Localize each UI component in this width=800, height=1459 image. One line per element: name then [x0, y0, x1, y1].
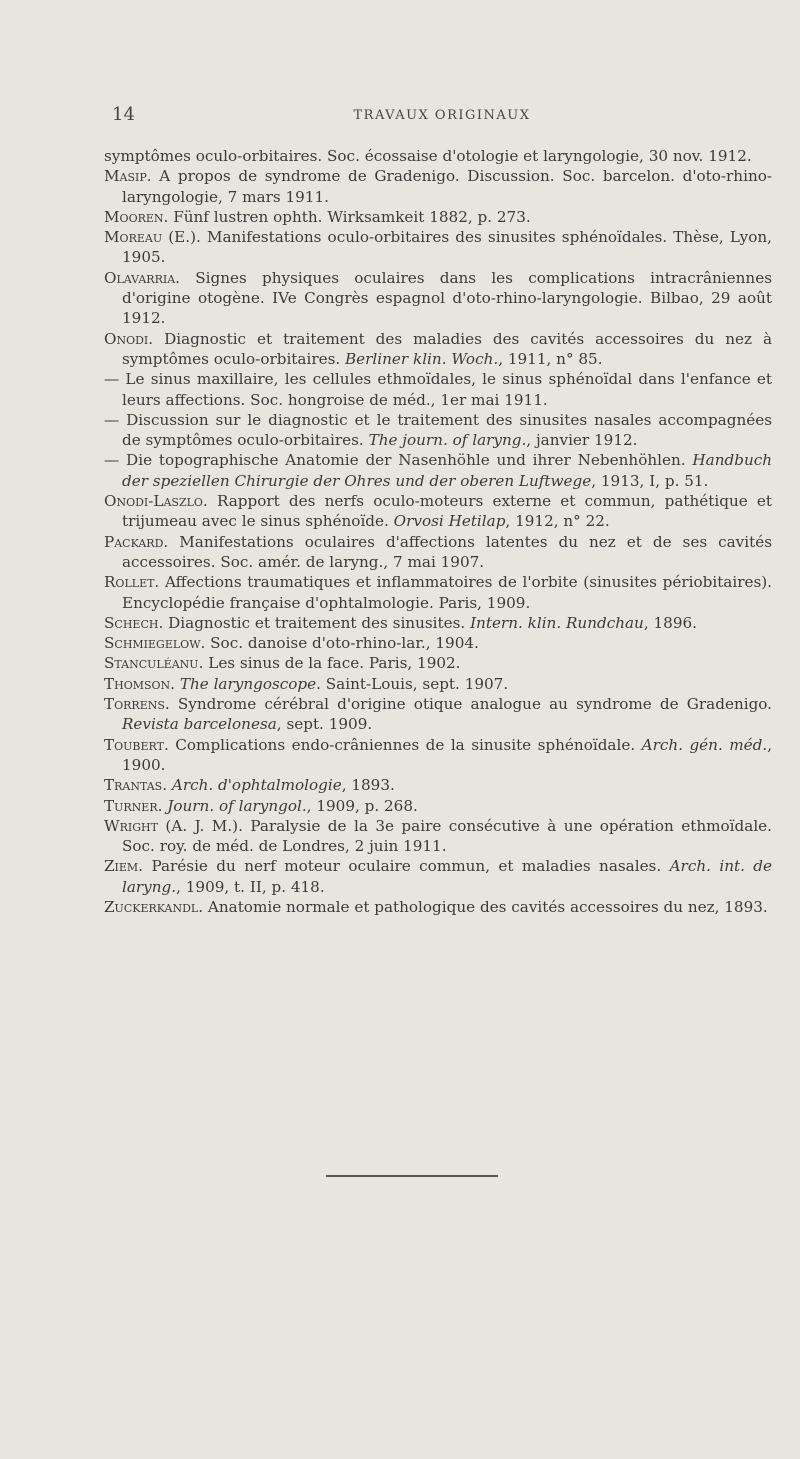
- page-number: 14: [112, 104, 135, 125]
- reference-citation: , 1913, I, p. 51.: [591, 471, 709, 490]
- reference-entry: [104, 674, 772, 694]
- reference-text: symptômes oculo-orbitaires. Soc. écossaise d'otologie et laryngologie, 30 nov. 1912.: [104, 147, 752, 165]
- reference-journal: Arch. gén. méd.: [641, 735, 768, 754]
- reference-journal: Orvosi Hetilap: [393, 512, 506, 531]
- reference-author: Wright: [104, 816, 158, 835]
- reference-text: Diagnostic et traitement des sinusites.: [168, 613, 466, 632]
- running-title: TRAVAUX ORIGINAUX: [353, 108, 531, 123]
- reference-text: Syndrome cérébral d'origine otique analogue au syndrome de Gradenigo.: [177, 695, 773, 714]
- reference-citation: , 1909, p. 268.: [306, 796, 418, 815]
- reference-citation: . Saint-Louis, sept. 1907.: [316, 674, 509, 693]
- reference-text: Les sinus de la face. Paris, 1902.: [208, 654, 461, 673]
- reference-citation: , 1909, t. II, p. 418.: [176, 877, 325, 896]
- reference-text: Rapport des nerfs oculo-moteurs externe et commun, pathétique et trijumeau avec le sinus sphénoïde.: [122, 492, 772, 531]
- reference-entry: [104, 856, 772, 897]
- reference-text: A propos de syndrome de Gradenigo. Discussion. Soc. barcelon. d'oto-rhino-laryngologie, 7 mars 1911.: [122, 167, 773, 206]
- reference-author: Mooren.: [104, 207, 169, 226]
- reference-entry: [104, 572, 772, 613]
- reference-author: Moreau: [104, 228, 163, 247]
- reference-citation: , 1893.: [341, 776, 395, 795]
- reference-entry: [104, 491, 772, 532]
- reference-entry: [104, 816, 772, 857]
- reference-author: Torrens.: [104, 695, 170, 714]
- reference-author: Thomson.: [104, 674, 176, 693]
- reference-text: Die topographische Anatomie der Nasenhöhle und ihrer Nebenhöhlen.: [126, 451, 686, 470]
- reference-text: Parésie du nerf moteur oculaire commun, et maladies nasales.: [151, 857, 662, 876]
- bibliography-list: [104, 146, 772, 917]
- reference-citation: , 1896.: [643, 613, 697, 632]
- reference-entry: [104, 653, 772, 673]
- reference-entry: [104, 694, 772, 735]
- reference-author: Toubert.: [104, 735, 169, 754]
- reference-citation: , 1912, n° 22.: [505, 512, 610, 531]
- reference-journal: Arch. int. de laryng.: [122, 857, 773, 896]
- reference-citation: , janvier 1912.: [526, 431, 638, 450]
- reference-citation: , 1911, n° 85.: [498, 349, 603, 368]
- reference-entry: [104, 268, 772, 329]
- reference-entry: [104, 166, 772, 207]
- reference-author: Onodi-Laszlo.: [104, 492, 208, 511]
- reference-text: Discussion sur le diagnostic et le traitement des sinusites nasales accompagnées de symptômes oculo-orbitaires.: [122, 410, 772, 450]
- reference-entry: [104, 897, 772, 917]
- reference-entry: [104, 532, 772, 573]
- reference-entry: [104, 369, 772, 410]
- reference-entry: [104, 227, 772, 268]
- reference-text: (E.). Manifestations oculo-orbitaires des sinusites sphénoïdales. Thèse, Lyon, 1905.: [122, 228, 772, 267]
- reference-entry: [104, 735, 772, 776]
- reference-citation: , 1900.: [122, 735, 773, 774]
- reference-author: Masip.: [104, 167, 152, 186]
- reference-entry: [104, 329, 772, 370]
- reference-author: Schmiegelow.: [104, 634, 206, 653]
- reference-author: —: [104, 410, 120, 429]
- end-rule: [326, 1175, 498, 1177]
- reference-text: Complications endo-crâniennes de la sinusite sphénoïdale.: [175, 735, 636, 754]
- reference-journal: Journ. of laryngol.: [167, 796, 307, 815]
- reference-author: Turner.: [104, 796, 163, 815]
- reference-author: Olavarria.: [104, 268, 180, 287]
- reference-journal: The journ. of laryng.: [368, 431, 527, 450]
- reference-journal: Handbuch der speziellen Chirurgie der Ohres und der oberen Luftwege: [122, 451, 773, 490]
- reference-entry: [104, 146, 772, 166]
- running-head: [112, 104, 772, 128]
- reference-author: Zuckerkandl.: [104, 897, 204, 916]
- reference-text: Signes physiques oculaires dans les complications intracrâniennes d'origine otogène. IVe Congrès espagnol d'oto-rhino-laryngologie. Bilbao, 29 août 1912.: [122, 268, 772, 328]
- reference-author: Ziem.: [104, 857, 144, 876]
- reference-text: Le sinus maxillaire, les cellules ethmoïdales, le sinus sphénoïdal dans l'enfance et leurs affections. Soc. hongroise de méd., 1er mai 1911.: [122, 370, 772, 409]
- reference-journal: Arch. d'ophtalmologie: [171, 776, 342, 795]
- reference-author: —: [104, 451, 120, 470]
- reference-entry: [104, 613, 772, 633]
- reference-text: Manifestations oculaires d'affections latentes du nez et de ses cavités accessoires. Soc. amér. de laryng., 7 mai 1907.: [122, 532, 773, 571]
- reference-entry: [104, 410, 772, 451]
- reference-journal: Intern. klin. Rundchau: [470, 613, 644, 632]
- reference-journal: Revista barcelonesa: [122, 715, 277, 734]
- reference-text: Anatomie normale et pathologique des cavités accessoires du nez, 1893.: [207, 897, 768, 916]
- reference-author: —: [104, 370, 120, 389]
- reference-journal: Berliner klin. Woch.: [345, 349, 499, 368]
- reference-author: Trantas.: [104, 776, 168, 795]
- reference-author: Schech.: [104, 613, 164, 632]
- reference-citation: , sept. 1909.: [276, 715, 373, 734]
- reference-text: Affections traumatiques et inflammatoires de l'orbite (sinusites périobitaires). Encyclopédie française d'ophtalmologie. Paris, 1909.: [122, 573, 773, 612]
- reference-entry: [104, 796, 772, 816]
- reference-text: Fünf lustren ophth. Wirksamkeit 1882, p. 273.: [173, 207, 531, 226]
- reference-entry: [104, 633, 772, 653]
- reference-entry: [104, 207, 772, 227]
- reference-text: (A. J. M.). Paralysie de la 3e paire consécutive à une opération ethmoïdale. Soc. roy. de méd. de Londres, 2 juin 1911.: [122, 816, 772, 856]
- reference-journal: The laryngoscope: [179, 674, 317, 693]
- reference-text: Soc. danoise d'oto-rhino-lar., 1904.: [210, 634, 479, 653]
- reference-author: Onodi.: [104, 329, 154, 348]
- reference-author: Stanculéanu.: [104, 654, 204, 673]
- reference-author: Rollet.: [104, 573, 160, 592]
- reference-entry: [104, 775, 772, 795]
- reference-entry: [104, 450, 772, 491]
- reference-author: Packard.: [104, 532, 169, 551]
- reference-text: Diagnostic et traitement des maladies des cavités accessoires du nez à symptômes oculo-orbitaires.: [122, 329, 773, 368]
